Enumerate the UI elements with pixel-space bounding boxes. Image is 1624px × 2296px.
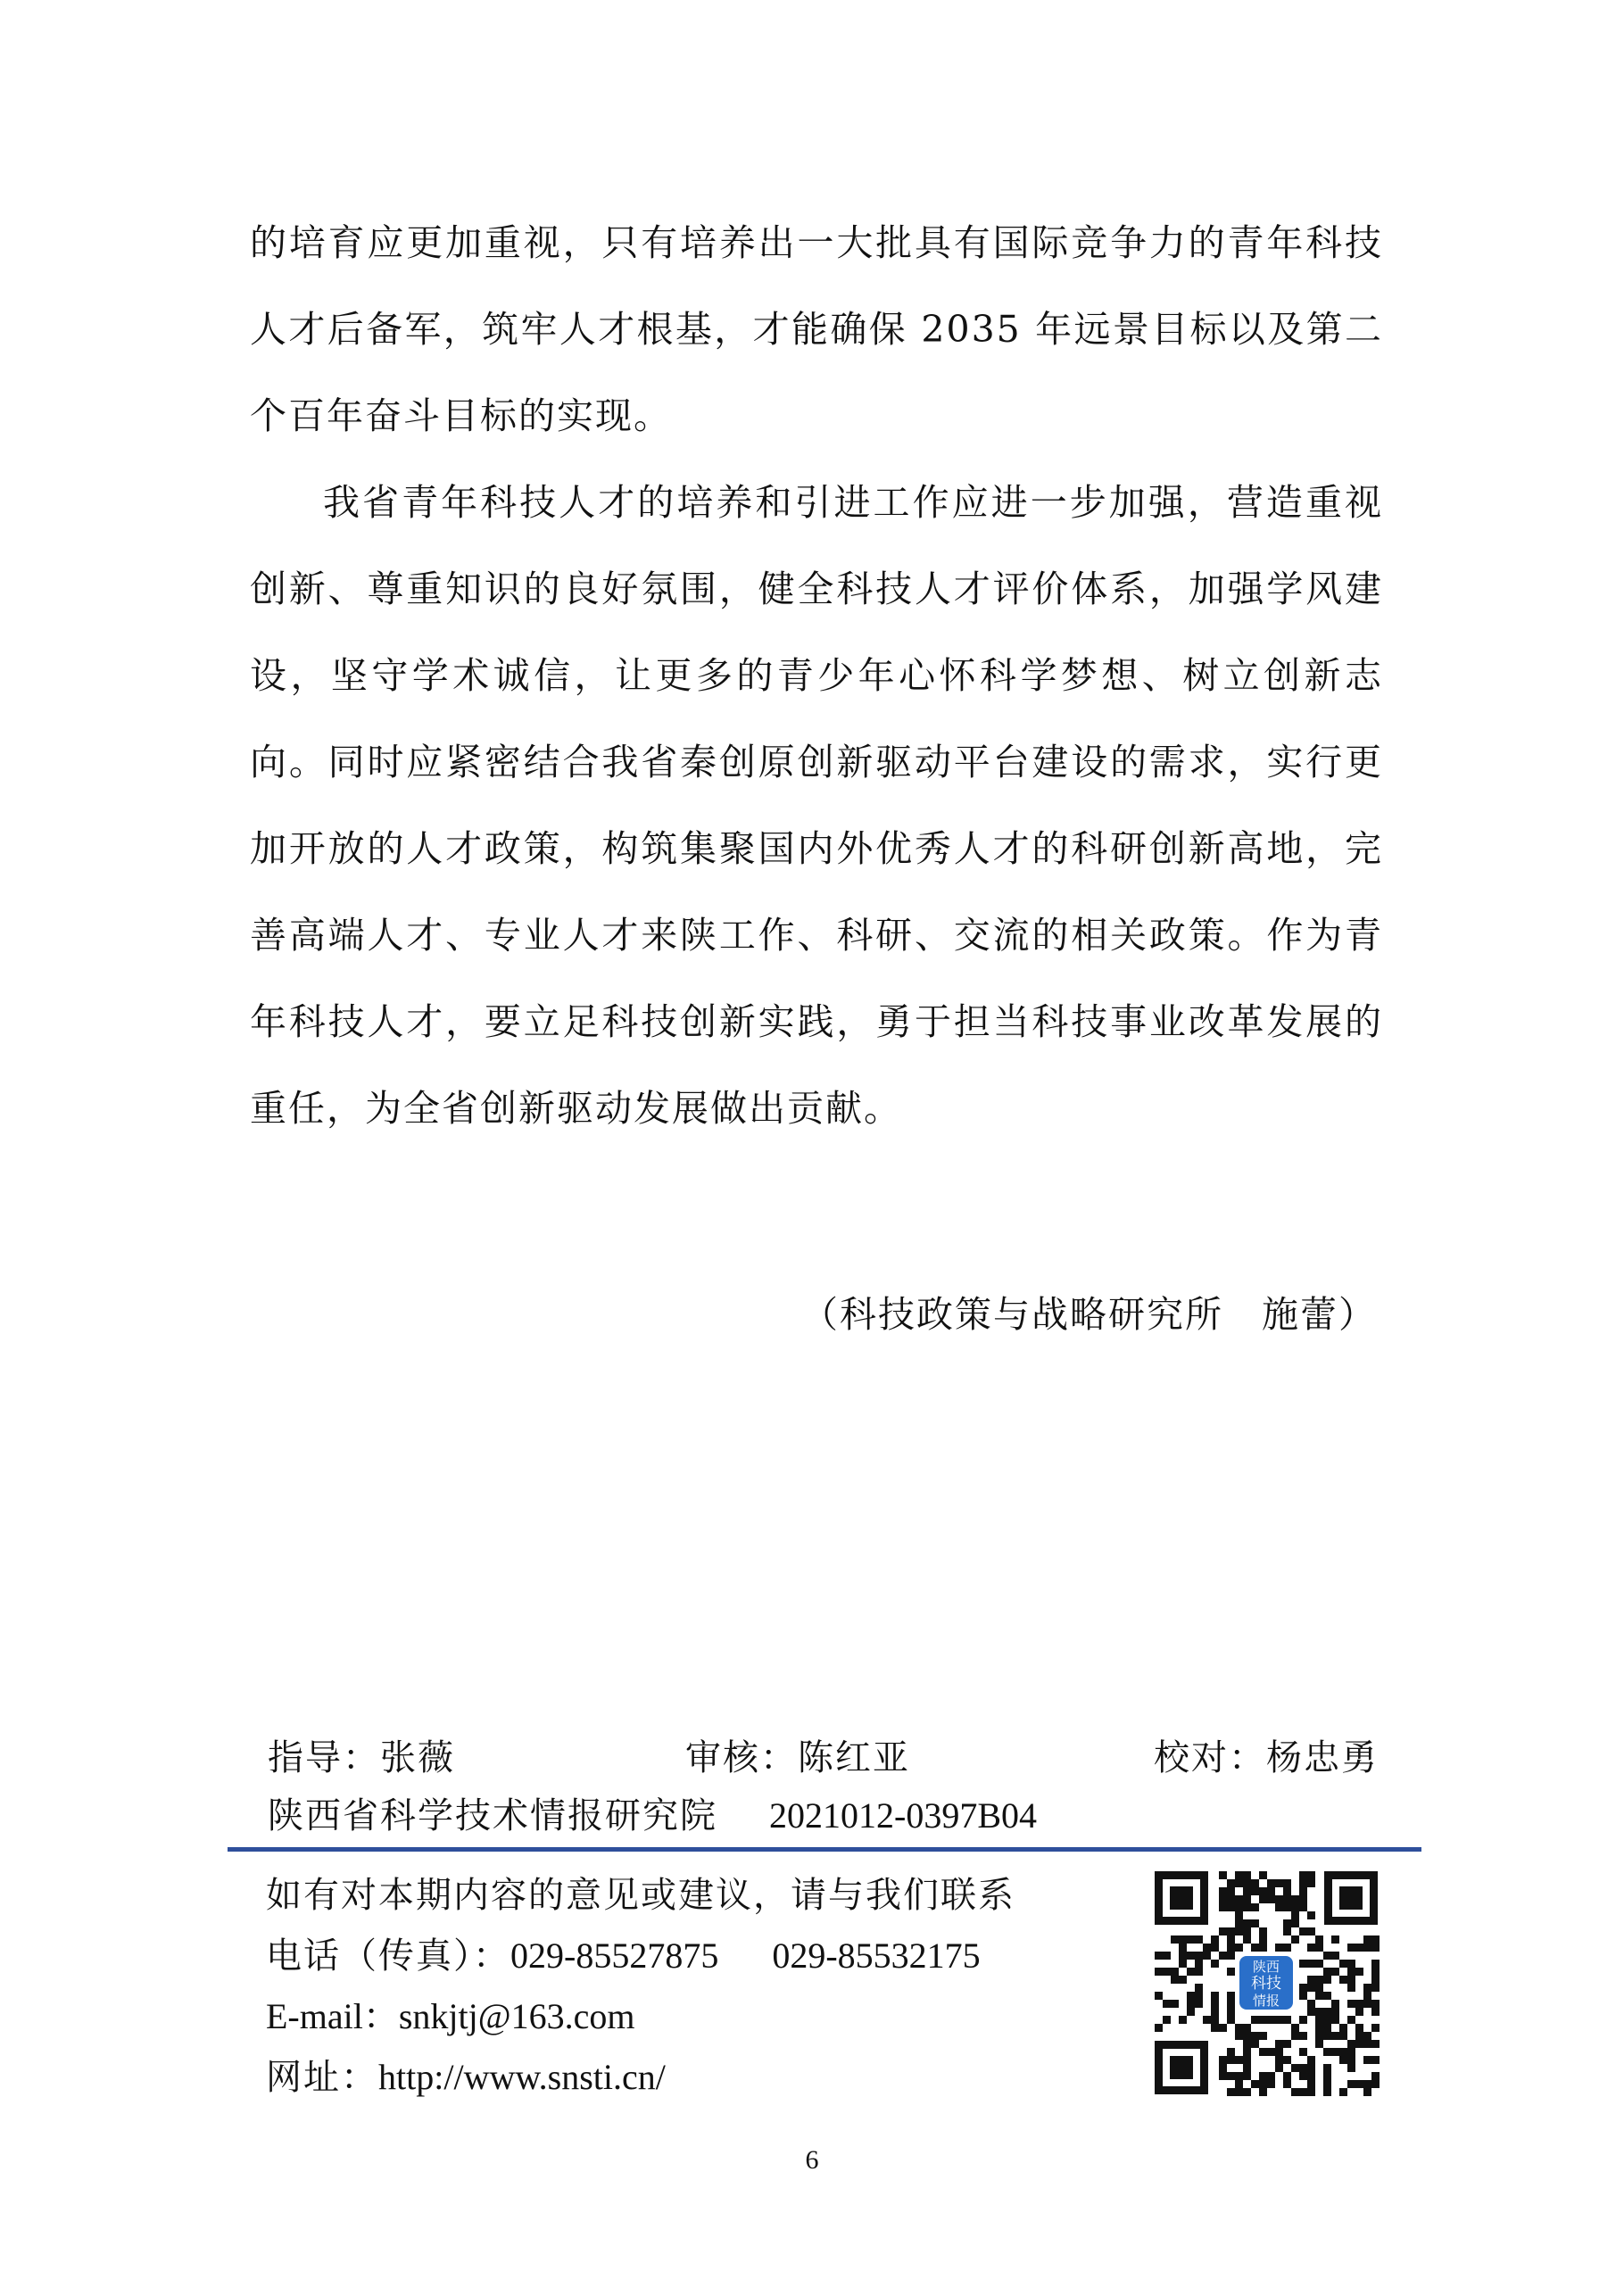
qr-code-icon xyxy=(1151,1868,1381,2098)
qr-logo-line-2: 科技 xyxy=(1251,1975,1281,1993)
institute-line xyxy=(268,1787,1037,1838)
phone-label: 电话（传真）： xyxy=(266,1935,510,1977)
institute-name: 陕西省科学技术情报研究院 xyxy=(268,1795,717,1836)
review-credit: 审核：陈红亚 xyxy=(685,1737,910,1778)
author-signature: （科技政策与战略研究所 施蕾） xyxy=(801,1293,1377,1336)
document-code: 2021012-0397B04 xyxy=(769,1795,1037,1836)
paragraph-1: 的培育应更加重视，只有培养出一大批具有国际竞争力的青年科技人才后备军，筑牢人才根基，才能确保 2035 年远景目标以及第二个百年奋斗目标的实现。 xyxy=(250,221,1383,437)
website-label: 网址： xyxy=(266,2057,378,2098)
phone-line xyxy=(266,1926,1015,1986)
credits-line xyxy=(268,1729,1379,1783)
guide-credit: 指导：张薇 xyxy=(268,1737,455,1778)
email-line xyxy=(266,1986,1015,2047)
email-link[interactable]: snkjtj@163.com xyxy=(398,1996,635,2036)
phone-number-2: 029-85532175 xyxy=(772,1935,981,1976)
website-link[interactable]: http://www.snsti.cn/ xyxy=(378,2057,666,2097)
contact-block xyxy=(266,1865,1015,2108)
body-text xyxy=(250,200,1383,1152)
qr-logo-line-1: 陕西 xyxy=(1252,1959,1280,1975)
qr-logo-line-3: 情报 xyxy=(1252,1993,1280,2009)
email-label: E-mail： xyxy=(266,1996,399,2036)
phone-number-1: 029-85527875 xyxy=(510,1935,719,1976)
website-line xyxy=(266,2047,1015,2108)
paragraph-2: 我省青年科技人才的培养和引进工作应进一步加强，营造重视创新、尊重知识的良好氛围，健全科技人才评价体系，加强学风建设，坚守学术诚信，让更多的青少年心怀科学梦想、树立创新志向。同时应紧密结合我省秦创原创新驱动平台建设的需求，实行更加开放的人才政策，构筑集聚国内外优秀人才的科研创新高地，完善高端人才、专业人才来陕工作、科研、交流的相关政策。作为青年科技人才，要立足科技创新实践，勇于担当科技事业改革发展的重任，为全省创新驱动发展做出贡献。 xyxy=(250,481,1383,1130)
contact-intro: 如有对本期内容的意见或建议，请与我们联系 xyxy=(266,1875,1015,1916)
footer-divider xyxy=(228,1847,1421,1852)
page-number: 6 xyxy=(805,2145,819,2175)
proofread-credit: 校对：杨忠勇 xyxy=(1154,1737,1379,1778)
